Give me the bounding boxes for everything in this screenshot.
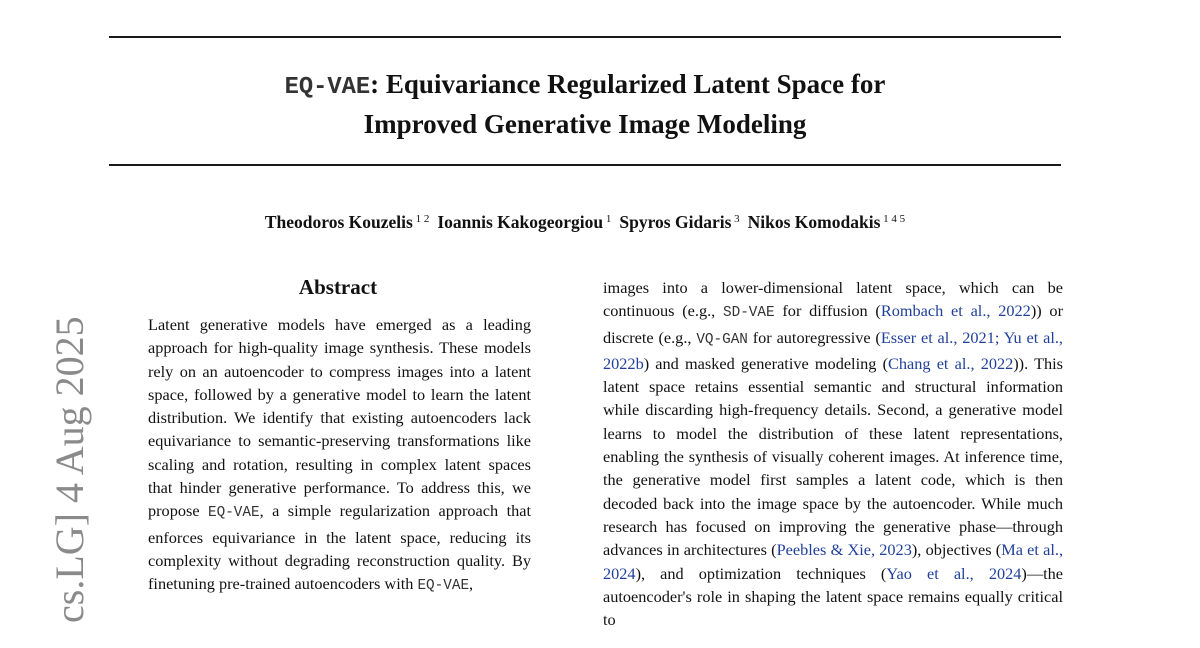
text-run: ), objectives ( bbox=[911, 540, 1002, 560]
author-4 bbox=[748, 212, 906, 232]
text-run: )). This latent space retains essential semantic and structural information while discarding high-frequency details. Second, a generative model learns to model the distribution of these latent representations, enabling the synthesis of visually coherent images. At inference time, the generative model first samples a latent code, which is then decoded back into the image space by the autoencoder. While much research has focused on improving the generative phase—through advances in architectures ( bbox=[603, 353, 1064, 560]
citation-link[interactable]: Esser et al., 2021; Yu et al., 2022b bbox=[603, 327, 1064, 373]
text-run: )—the autoencoder's role in shaping the latent space remains equally critical to bbox=[603, 563, 1063, 630]
abstract-heading: Abstract bbox=[298, 275, 378, 299]
code-name: EQ-VAE bbox=[208, 505, 260, 522]
code-name: VQ-GAN bbox=[696, 331, 748, 348]
author-name: Theodoros Kouzelis bbox=[264, 212, 413, 232]
title-line-2: Improved Generative Image Modeling bbox=[363, 109, 807, 139]
right-column-body bbox=[603, 276, 1063, 631]
author-affiliation: 1 2 bbox=[412, 213, 430, 225]
citation-link[interactable]: Rombach et al., 2022 bbox=[880, 301, 1031, 321]
text-run: )) or discrete (e.g., bbox=[603, 301, 1063, 347]
author-affiliation: 1 4 5 bbox=[880, 213, 906, 225]
arxiv-stamp: cs.LG] 4 Aug 2025 bbox=[47, 316, 92, 623]
text-run: for autoregressive ( bbox=[747, 327, 881, 347]
text-run: Latent generative models have emerged as a leading approach for high-quality image synthesis. These models rely on an autoencoder to compress images into a latent space, followed by a generative model to learn the latent distribution. We identify that existing autoencoders lack equivariance to semantic-preserving transformations like scaling and rotation, resulting in complex latent spaces that hinder generative performance. To address this, we propose bbox=[148, 315, 531, 521]
text-run: , bbox=[469, 574, 474, 594]
author-name: Spyros Gidaris bbox=[619, 212, 732, 232]
author-3 bbox=[619, 212, 739, 232]
author-1 bbox=[265, 212, 429, 232]
citation-link[interactable]: Ma et al., 2024 bbox=[603, 540, 1064, 583]
author-2 bbox=[437, 212, 611, 232]
title-bottom-rule bbox=[109, 164, 1061, 166]
intro-paragraph bbox=[603, 276, 1063, 631]
text-run: ) and masked generative modeling ( bbox=[643, 353, 888, 373]
text-run: , a simple regularization approach that enforces equivariance in the latent space, reducing its complexity without degrading reconstruction quality. By finetuning pre-trained autoencoders with bbox=[148, 501, 532, 594]
code-name: SD-VAE bbox=[723, 305, 775, 322]
abstract-body bbox=[148, 313, 531, 599]
citation-link[interactable]: Peebles & Xie, 2023 bbox=[776, 540, 912, 560]
title-code-name: EQ-VAE bbox=[284, 74, 371, 101]
text-run: images into a lower-dimensional latent space, which can be continuous (e.g., bbox=[603, 278, 1063, 321]
author-affiliation: 3 bbox=[731, 213, 740, 225]
author-list bbox=[109, 207, 1061, 234]
code-name: EQ-VAE bbox=[417, 578, 470, 595]
text-run: for diffusion ( bbox=[774, 301, 881, 321]
text-run: ), and optimization techniques ( bbox=[635, 563, 887, 583]
abstract-paragraph bbox=[148, 313, 531, 599]
title-top-rule bbox=[109, 36, 1061, 38]
title-text: : Equivariance Regularized Latent Space for bbox=[370, 69, 886, 99]
citation-link[interactable]: Yao et al., 2024 bbox=[886, 563, 1022, 583]
author-name: Nikos Komodakis bbox=[747, 212, 881, 232]
paper-title bbox=[109, 66, 1061, 142]
author-affiliation: 1 bbox=[603, 213, 612, 225]
author-name: Ioannis Kakogeorgiou bbox=[437, 212, 604, 232]
citation-link[interactable]: Chang et al., 2022 bbox=[888, 353, 1014, 373]
